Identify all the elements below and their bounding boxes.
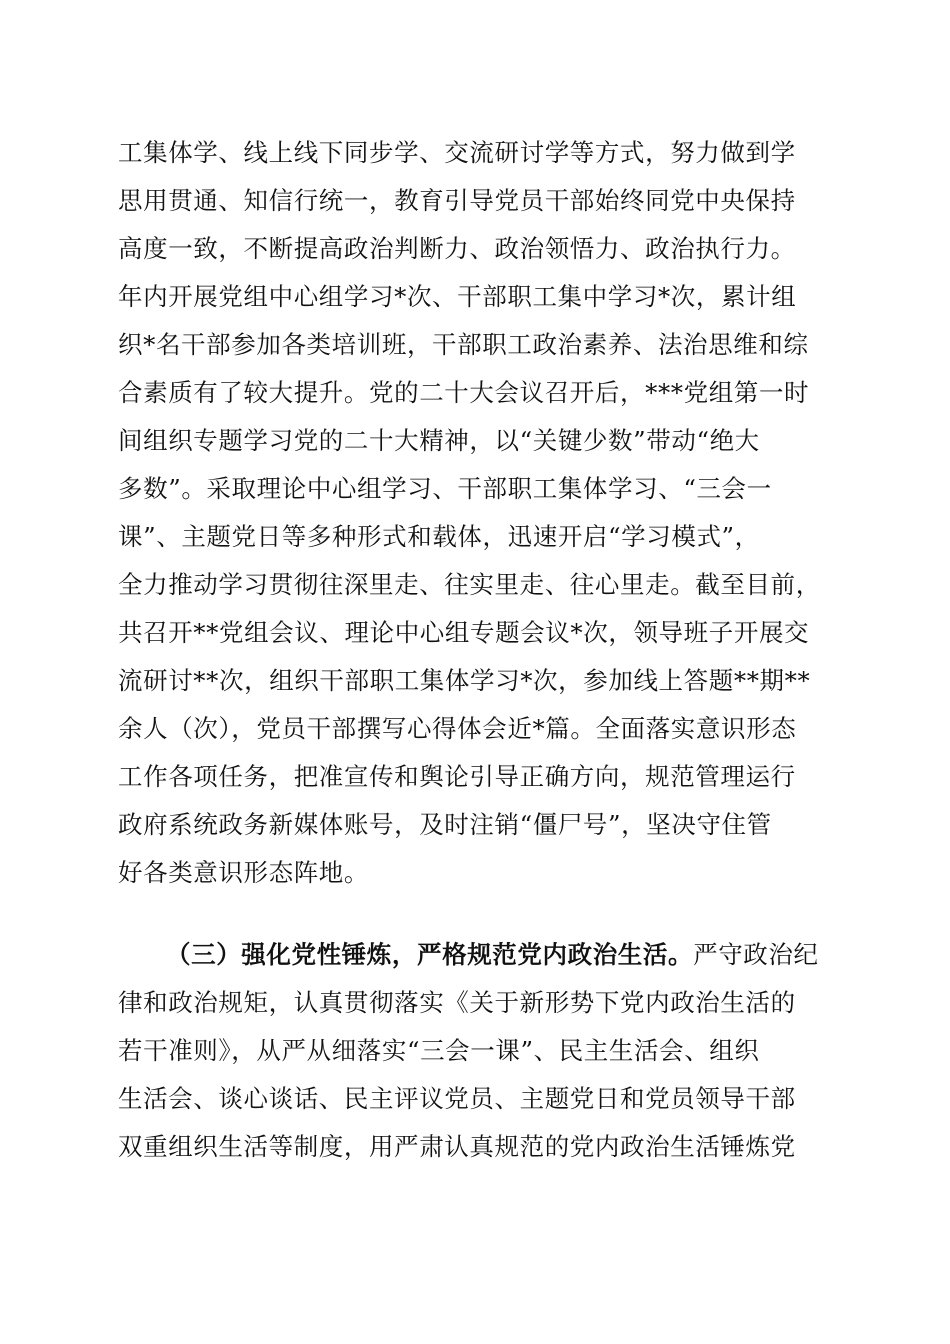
text-line: 工作各项任务，把准宣传和舆论引导正确方向，规范管理运行 <box>118 762 796 791</box>
section-heading: （三）强化党性锤炼，严格规范党内政治生活。 <box>166 940 694 969</box>
text-line: 年内开展党组中心组学习*次、干部职工集中学习*次，累计组 <box>118 282 797 311</box>
text-line: 共召开**党组会议、理论中心组专题会议*次，领导班子开展交 <box>118 618 810 647</box>
text-line: 织*名干部参加各类培训班，干部职工政治素养、法治思维和综 <box>118 330 809 359</box>
text-line: 双重组织生活等制度，用严肃认真规范的党内政治生活锤炼党 <box>118 1132 796 1161</box>
text-line: 余人（次），党员干部撰写心得体会近*篇。全面落实意识形态 <box>118 714 797 743</box>
text-line: 律和政治规矩，认真贯彻落实《关于新形势下党内政治生活的 <box>118 988 796 1017</box>
text-line: 若干准则》，从严从细落实“三会一课”、民主生活会、组织 <box>118 1036 760 1065</box>
heading-continuation: 严守政治纪 <box>693 940 819 969</box>
text-line: 多数”。采取理论中心组学习、干部职工集体学习、“三会一 <box>118 474 772 503</box>
text-line: 高度一致，不断提高政治判断力、政治领悟力、政治执行力。 <box>118 234 796 263</box>
text-line: 工集体学、线上线下同步学、交流研讨学等方式，努力做到学 <box>118 138 796 167</box>
text-line: 思用贯通、知信行统一，教育引导党员干部始终同党中央保持 <box>118 186 796 215</box>
text-line: 合素质有了较大提升。党的二十大会议召开后，***党组第一时 <box>118 378 810 407</box>
text-line: 间组织专题学习党的二十大精神，以“关键少数”带动“绝大 <box>118 426 760 455</box>
text-line: 课”、主题党日等多种形式和载体，迅速开启“学习模式”， <box>118 522 760 551</box>
text-line: 好各类意识形态阵地。 <box>118 858 369 887</box>
text-line-with-heading <box>118 931 834 979</box>
text-line: 政府系统政务新媒体账号，及时注销“僵尸号”，坚决守住管 <box>118 810 772 839</box>
text-line: 生活会、谈心谈话、民主评议党员、主题党日和党员领导干部 <box>118 1084 796 1113</box>
text-line: 全力推动学习贯彻往深里走、往实里走、往心里走。截至目前， <box>118 570 821 599</box>
text-line: 流研讨**次，组织干部职工集体学习*次，参加线上答题**期** <box>118 666 811 695</box>
